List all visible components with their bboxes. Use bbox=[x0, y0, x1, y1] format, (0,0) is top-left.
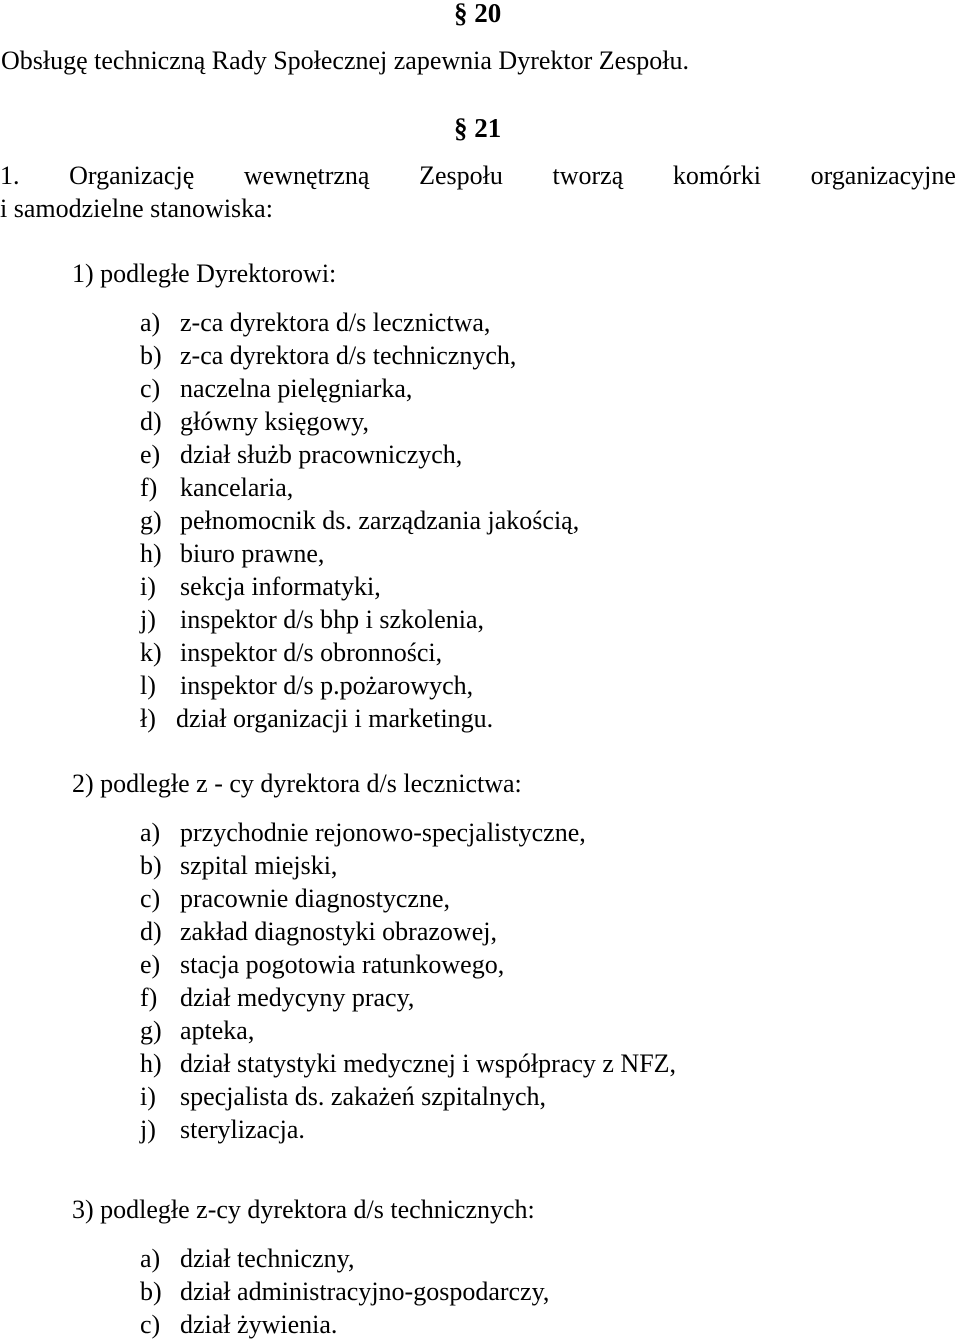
item-label: l) bbox=[140, 671, 156, 700]
list-item bbox=[140, 636, 442, 669]
list-item bbox=[140, 471, 293, 504]
item-text: z-ca dyrektora d/s technicznych, bbox=[180, 341, 517, 370]
item-text: inspektor d/s obronności, bbox=[180, 638, 443, 667]
paragraph-word: Organizację bbox=[69, 161, 195, 190]
item-text: pełnomocnik ds. zarządzania jakością, bbox=[180, 506, 580, 535]
paragraph-word: tworzą bbox=[552, 161, 624, 190]
list-item bbox=[140, 1275, 549, 1308]
paragraph-number: 1. bbox=[0, 161, 20, 190]
item-text: specjalista ds. zakażeń szpitalnych, bbox=[180, 1082, 547, 1111]
item-label: c) bbox=[140, 374, 161, 403]
item-text: dział służb pracowniczych, bbox=[180, 440, 463, 469]
item-label: f) bbox=[140, 473, 158, 502]
item-label: b) bbox=[140, 341, 162, 370]
list-item bbox=[140, 537, 324, 570]
item-label: b) bbox=[140, 1277, 162, 1306]
list-item bbox=[140, 1014, 254, 1047]
item-label: e) bbox=[140, 950, 161, 979]
list-item bbox=[140, 915, 497, 948]
list-item bbox=[140, 1080, 546, 1113]
group-2-title: 2) podległe z - cy dyrektora d/s lecznictwa: bbox=[72, 769, 522, 798]
item-label: j) bbox=[140, 605, 156, 634]
list-item bbox=[140, 504, 579, 537]
section-20-heading: § 20 bbox=[454, 0, 502, 28]
group-1-title: 1) podległe Dyrektorowi: bbox=[72, 259, 337, 288]
item-text: inspektor d/s p.pożarowych, bbox=[180, 671, 474, 700]
section-21-heading: § 21 bbox=[454, 113, 502, 143]
list-item bbox=[140, 849, 337, 882]
item-text: pracownie diagnostyczne, bbox=[180, 884, 451, 913]
item-label: g) bbox=[140, 1016, 162, 1045]
item-label: h) bbox=[140, 1049, 162, 1078]
item-label: b) bbox=[140, 851, 162, 880]
item-text: z-ca dyrektora d/s lecznictwa, bbox=[180, 308, 491, 337]
item-label: c) bbox=[140, 884, 161, 913]
item-label: j) bbox=[140, 1115, 156, 1144]
list-item bbox=[140, 438, 462, 471]
item-text: dział żywienia. bbox=[180, 1310, 338, 1339]
paragraph-word: wewnętrzną bbox=[243, 161, 370, 190]
section-20-text: Obsługę techniczną Rady Społecznej zapewnia Dyrektor Zespołu. bbox=[1, 46, 690, 75]
list-item bbox=[140, 1047, 676, 1080]
list-item bbox=[140, 702, 493, 735]
paragraph-word: Zespołu bbox=[419, 161, 503, 190]
paragraph-word: organizacyjne bbox=[810, 161, 956, 190]
item-label: f) bbox=[140, 983, 158, 1012]
item-text: kancelaria, bbox=[180, 473, 294, 502]
item-label: d) bbox=[140, 407, 162, 436]
list-item bbox=[140, 339, 516, 372]
item-text: biuro prawne, bbox=[180, 539, 325, 568]
list-item bbox=[140, 981, 414, 1014]
item-text: stacja pogotowia ratunkowego, bbox=[180, 950, 505, 979]
list-item bbox=[140, 669, 473, 702]
item-text: przychodnie rejonowo-specjalistyczne, bbox=[180, 818, 586, 847]
list-item bbox=[140, 882, 450, 915]
item-text: dział techniczny, bbox=[180, 1244, 355, 1273]
item-text: dział organizacji i marketingu. bbox=[176, 704, 494, 733]
item-text: inspektor d/s bhp i szkolenia, bbox=[180, 605, 485, 634]
list-item bbox=[140, 603, 484, 636]
item-label: a) bbox=[140, 308, 161, 337]
list-item bbox=[140, 306, 490, 339]
list-item bbox=[140, 1242, 354, 1275]
list-item bbox=[140, 405, 369, 438]
item-text: naczelna pielęgniarka, bbox=[180, 374, 413, 403]
item-text: zakład diagnostyki obrazowej, bbox=[180, 917, 497, 946]
list-item bbox=[140, 816, 586, 849]
item-text: sterylizacja. bbox=[180, 1115, 305, 1144]
list-item bbox=[140, 1308, 337, 1341]
item-label: g) bbox=[140, 506, 162, 535]
list-item bbox=[140, 570, 381, 603]
item-label: a) bbox=[140, 1244, 161, 1273]
list-item bbox=[140, 1113, 305, 1146]
item-label: i) bbox=[140, 1082, 156, 1111]
item-label: h) bbox=[140, 539, 162, 568]
item-label: a) bbox=[140, 818, 161, 847]
paragraph-word: komórki bbox=[672, 161, 761, 190]
item-text: sekcja informatyki, bbox=[180, 572, 381, 601]
item-label: ł) bbox=[140, 704, 156, 733]
list-item bbox=[140, 948, 504, 981]
group-3-title: 3) podległe z-cy dyrektora d/s technicznych: bbox=[72, 1195, 535, 1224]
item-text: główny księgowy, bbox=[180, 407, 369, 436]
item-label: e) bbox=[140, 440, 161, 469]
item-label: d) bbox=[140, 917, 162, 946]
item-label: k) bbox=[140, 638, 162, 667]
item-label: i) bbox=[140, 572, 156, 601]
item-label: c) bbox=[140, 1310, 161, 1339]
list-item bbox=[140, 372, 412, 405]
item-text: dział medycyny pracy, bbox=[180, 983, 415, 1012]
section-21-paragraph-line-2: i samodzielne stanowiska: bbox=[0, 194, 273, 223]
item-text: apteka, bbox=[180, 1016, 255, 1045]
item-text: dział administracyjno-gospodarczy, bbox=[180, 1277, 550, 1306]
item-text: dział statystyki medycznej i współpracy z NFZ, bbox=[180, 1049, 677, 1078]
item-text: szpital miejski, bbox=[180, 851, 338, 880]
section-21-paragraph-line-1 bbox=[0, 159, 956, 192]
